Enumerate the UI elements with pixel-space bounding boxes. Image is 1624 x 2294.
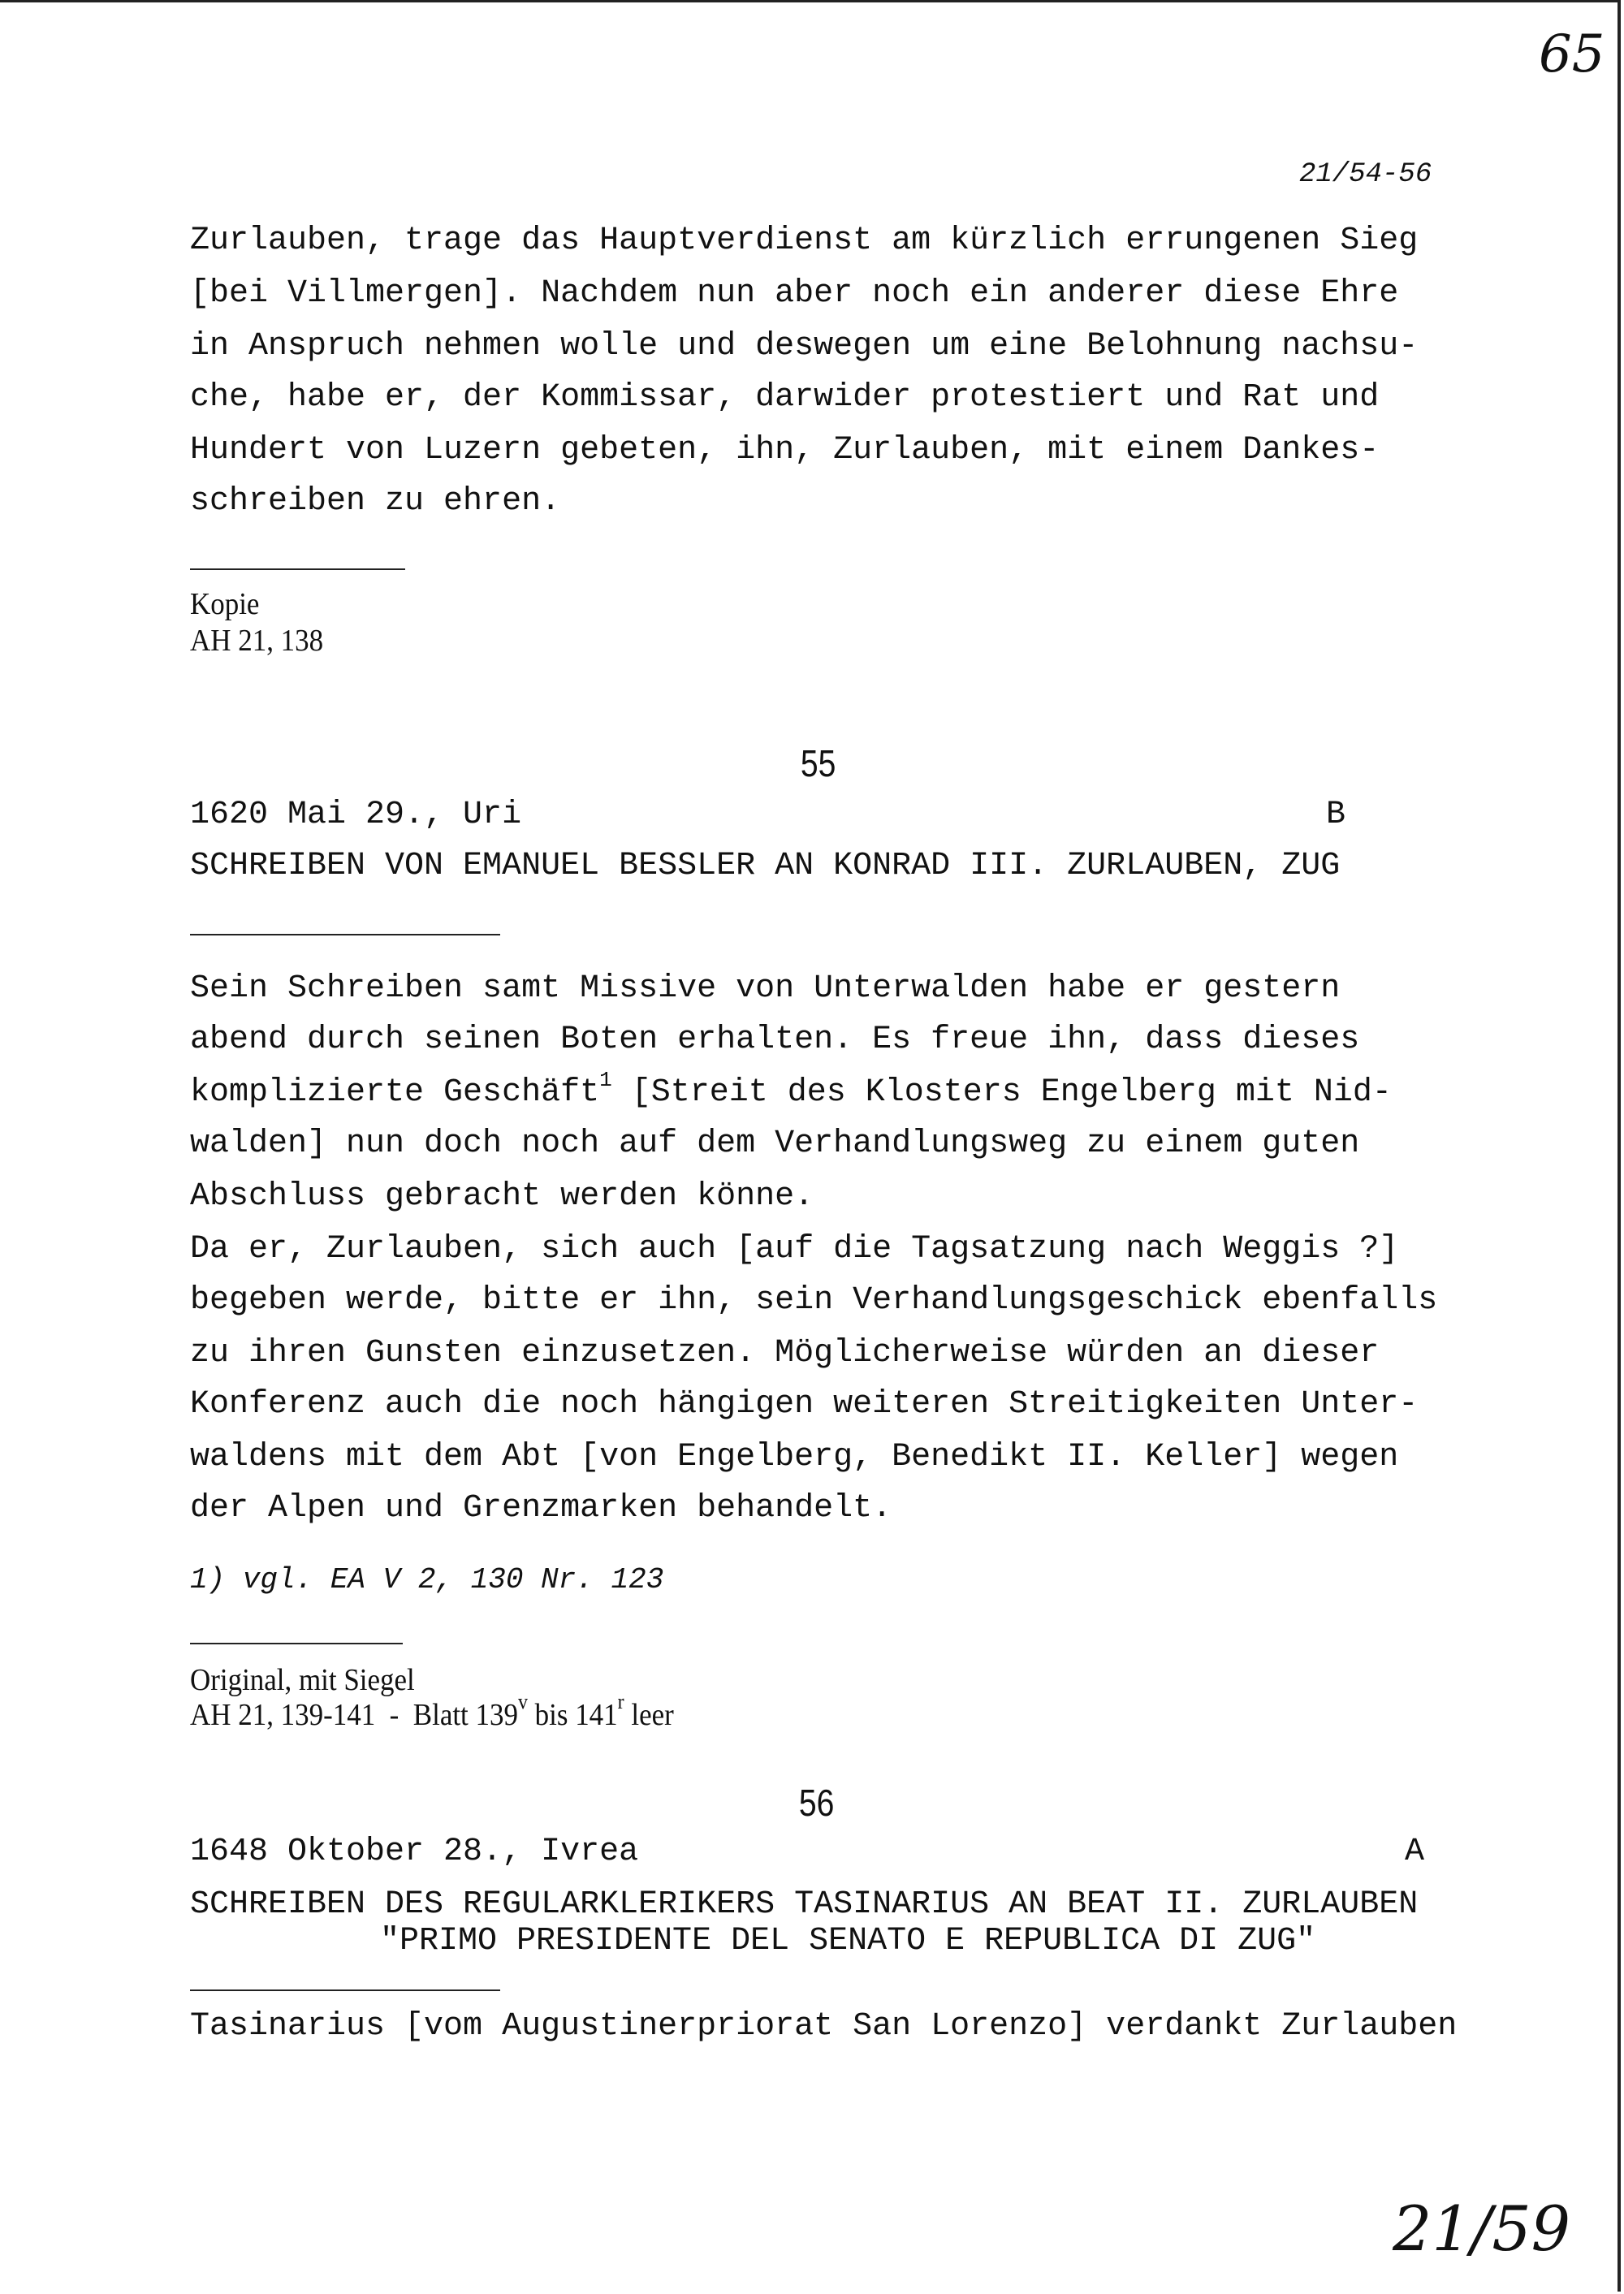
text-line: abend durch seinen Boten erhalten. Es freue ihn, dass dieses: [190, 1022, 1360, 1058]
text-line: Abschluss gebracht werden könne.: [190, 1178, 814, 1215]
divider: [190, 1989, 500, 1991]
text-line: [bei Villmergen]. Nachdem nun aber noch ein anderer diese Ehre: [190, 275, 1399, 312]
text-line: zu ihren Gunsten einzusetzen. Möglicherweise würden an dieser: [190, 1335, 1380, 1372]
text-line: Tasinarius [vom Augustinerpriorat San Lorenzo] verdankt Zurlauben: [190, 2008, 1458, 2045]
document-title: SCHREIBEN VON EMANUEL BESSLER AN KONRAD III. ZURLAUBEN, ZUG: [190, 848, 1341, 884]
text-line: [190, 1068, 1392, 1113]
text-line: che, habe er, der Kommissar, darwider protestiert und Rat und: [190, 379, 1380, 416]
document-grade: A: [1405, 1834, 1425, 1870]
document-number: 56: [798, 1782, 835, 1824]
text-line: Zurlauben, trage das Hauptverdienst am kürzlich errungenen Sieg: [190, 222, 1419, 259]
handwritten-folio-number: 21/59: [1393, 2192, 1571, 2265]
superscript: r: [617, 1690, 624, 1713]
source-type: Original, mit Siegel: [190, 1663, 415, 1697]
superscript: v: [517, 1690, 528, 1713]
text-line: walden] nun doch noch auf dem Verhandlungsweg zu einem guten: [190, 1125, 1360, 1162]
document-grade: B: [1326, 797, 1346, 833]
text-span: komplizierte Geschäft: [190, 1074, 600, 1111]
text-span: leer: [624, 1698, 674, 1732]
text-line: Hundert von Luzern gebeten, ihn, Zurlauben, mit einem Dankes-: [190, 432, 1380, 469]
source-ref: AH 21, 138: [190, 624, 324, 658]
document-date-place: 1648 Oktober 28., Ivrea: [190, 1834, 639, 1870]
text-line: Da er, Zurlauben, sich auch [auf die Tagsatzung nach Weggis ?]: [190, 1231, 1399, 1268]
text-line: waldens mit dem Abt [von Engelberg, Benedikt II. Keller] wegen: [190, 1439, 1399, 1475]
text-line: der Alpen und Grenzmarken behandelt.: [190, 1490, 892, 1527]
divider: [190, 934, 500, 935]
text-span: bis 141: [527, 1698, 618, 1732]
handwritten-page-number: 65: [1539, 24, 1605, 84]
text-line: Sein Schreiben samt Missive von Unterwalden habe er gestern: [190, 970, 1341, 1007]
text-line: Konferenz auch die noch hängigen weiteren Streitigkeiten Unter-: [190, 1386, 1419, 1423]
document-number: 55: [800, 742, 836, 784]
footnote: 1) vgl. EA V 2, 130 Nr. 123: [190, 1563, 664, 1596]
divider: [190, 1643, 403, 1644]
footnote-marker: 1: [599, 1068, 612, 1092]
text-line: begeben werde, bitte er ihn, sein Verhandlungsgeschick ebenfalls: [190, 1282, 1438, 1319]
text-line: schreiben zu ehren.: [190, 483, 561, 520]
text-span: [Streit des Klosters Engelberg mit Nid-: [611, 1074, 1392, 1111]
text-span: AH 21, 139-141 - Blatt 139: [190, 1698, 518, 1732]
document-subtitle: "PRIMO PRESIDENTE DEL SENATO E REPUBLICA DI ZUG": [380, 1923, 1316, 1959]
text-line: in Anspruch nehmen wolle und deswegen um eine Belohnung nachsu-: [190, 328, 1419, 365]
document-date-place: 1620 Mai 29., Uri: [190, 797, 522, 833]
document-title: SCHREIBEN DES REGULARKLERIKERS TASINARIUS AN BEAT II. ZURLAUBEN: [190, 1886, 1419, 1923]
source-type: Kopie: [190, 587, 260, 621]
reference-number: 21/54-56: [1299, 159, 1432, 190]
source-ref: [190, 1690, 674, 1734]
divider: [190, 568, 405, 570]
